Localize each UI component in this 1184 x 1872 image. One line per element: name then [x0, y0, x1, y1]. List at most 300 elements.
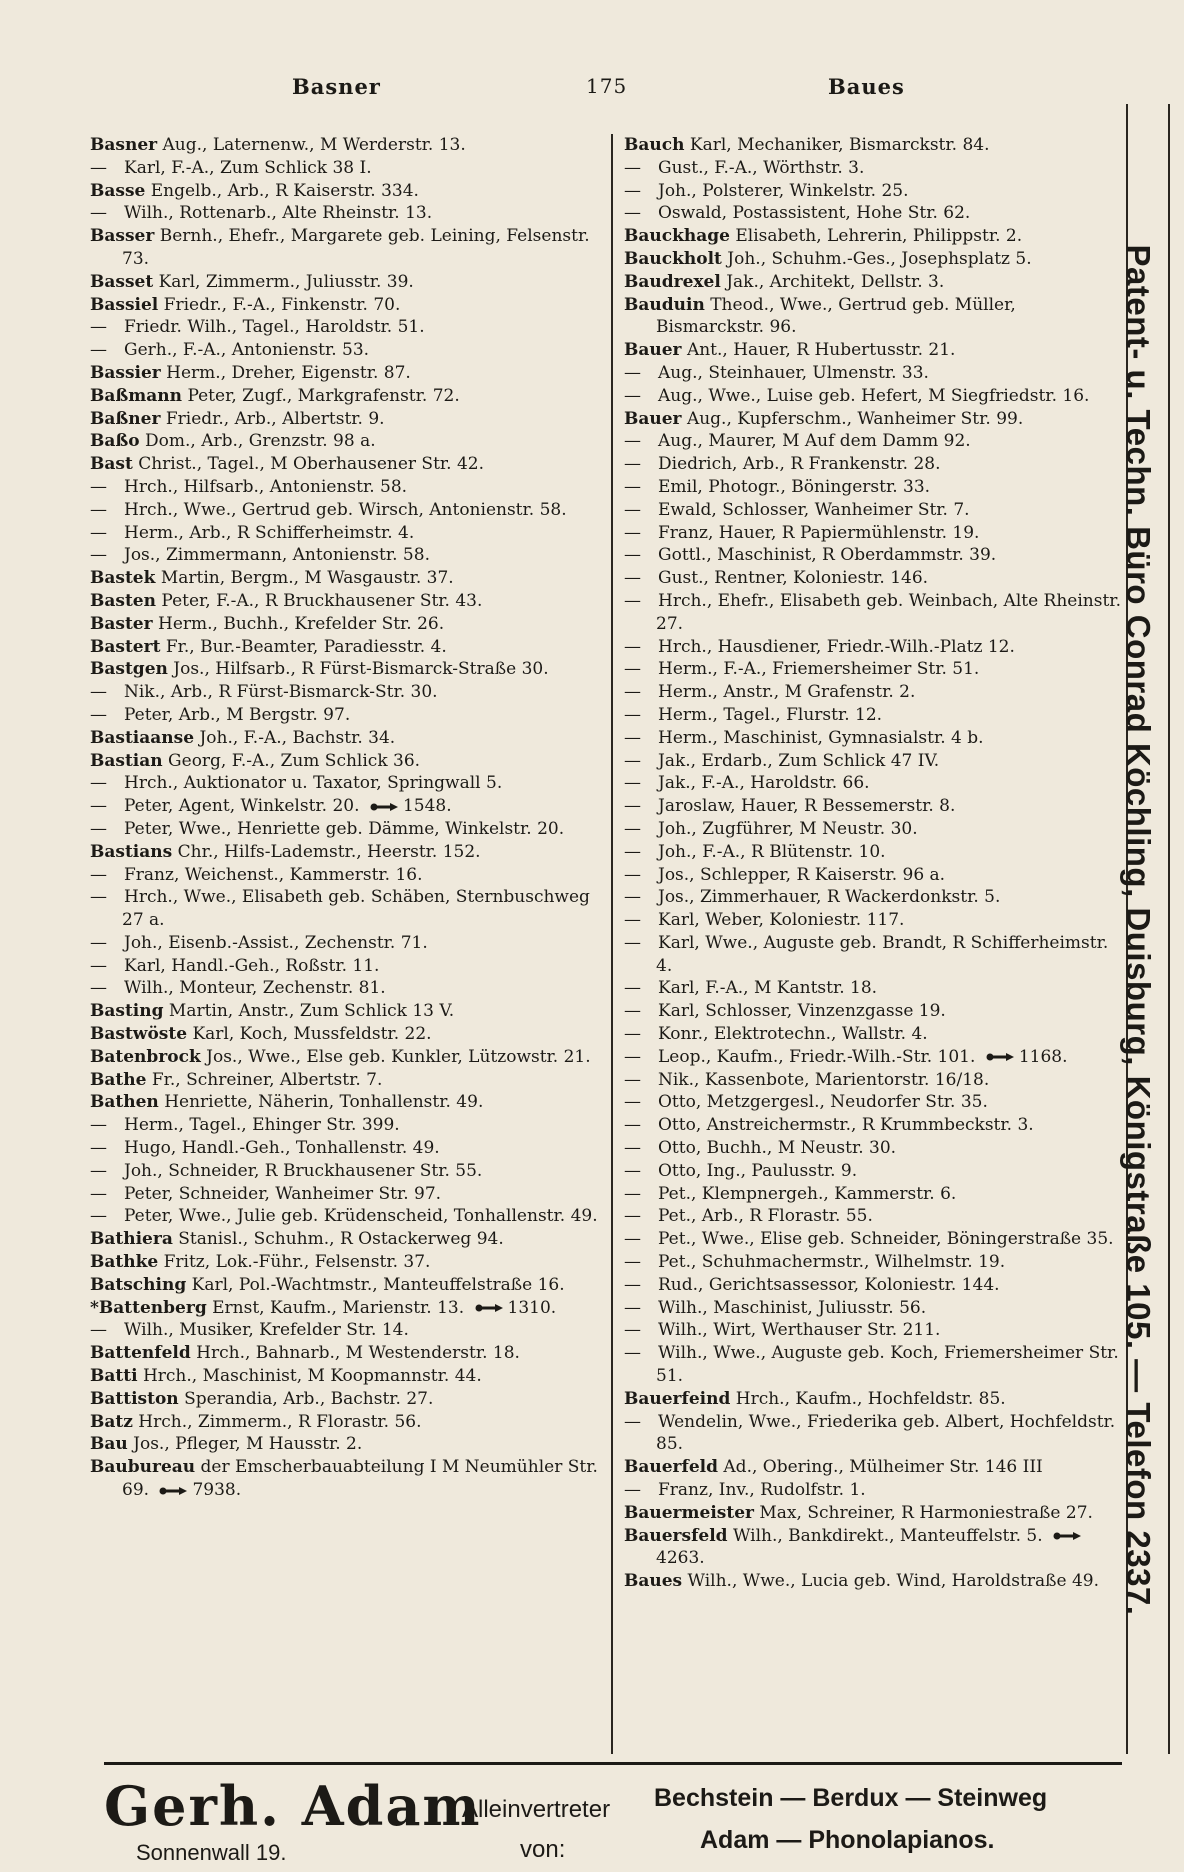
ditto-dash: — [90, 682, 107, 703]
telephone-icon [985, 1052, 1015, 1062]
directory-entry [90, 1433, 610, 1456]
ditto-dash: — [90, 704, 107, 725]
entry-details: Franz, Inv., Rudolfstr. 1. [658, 1480, 866, 1501]
directory-entry [90, 1091, 610, 1114]
ditto-dash: — [624, 180, 641, 201]
entry-details: Otto, Anstreichermstr., R Krummbeckstr. 3. [658, 1115, 1034, 1136]
ditto-dash: — [624, 362, 641, 383]
entry-surname: Bastgen [90, 659, 168, 680]
entry-details: Hrch., Bahnarb., M Westenderstr. 18. [196, 1343, 520, 1364]
directory-entry [624, 1160, 1124, 1183]
directory-entry [90, 202, 610, 225]
directory-entry [90, 1183, 610, 1206]
entry-phone-number: 1548. [402, 796, 452, 817]
ditto-dash: — [624, 203, 641, 224]
entry-details: Karl, Wwe., Auguste geb. Brandt, R Schifferheimstr. 4. [656, 932, 1109, 976]
entry-surname: Bassiel [90, 294, 159, 315]
directory-entry [624, 408, 1124, 431]
entry-phone-number: 1310. [507, 1297, 557, 1318]
entry-surname: Baues [624, 1571, 683, 1592]
entry-surname: Bassier [90, 362, 161, 383]
directory-entry [624, 362, 1124, 385]
ditto-dash: — [624, 1069, 641, 1090]
entry-details: Herm., Buchh., Krefelder Str. 26. [158, 613, 445, 634]
entry-details: Henriette, Näherin, Tonhallenstr. 49. [164, 1092, 484, 1113]
ditto-dash: — [90, 773, 107, 794]
entry-details: Aug., Steinhauer, Ulmenstr. 33. [658, 362, 929, 383]
entry-surname: Bastian [90, 750, 163, 771]
ditto-dash: — [90, 476, 107, 497]
directory-entry [624, 567, 1124, 590]
ditto-dash: — [90, 932, 107, 953]
entry-details: Joh., F.-A., R Blütenstr. 10. [658, 841, 886, 862]
entry-surname: Bathen [90, 1092, 159, 1113]
directory-entry [624, 134, 1124, 157]
directory-entry [90, 750, 610, 773]
entry-details: Aug., Laternenw., M Werderstr. 13. [162, 135, 466, 155]
footer-ad-von: von: [520, 1836, 566, 1863]
footer-ad-brands-line1: Bechstein — Berdux — Steinweg [654, 1784, 1048, 1812]
directory-entry [624, 750, 1124, 773]
ditto-dash: — [90, 203, 107, 224]
ditto-dash: — [90, 522, 107, 543]
directory-entry [90, 1023, 610, 1046]
entry-surname: Batti [90, 1366, 138, 1387]
entry-surname: Basser [90, 226, 155, 247]
ditto-dash: — [624, 818, 641, 839]
ditto-dash: — [624, 932, 641, 953]
entry-details: Oswald, Postassistent, Hohe Str. 62. [658, 203, 971, 224]
directory-entry [90, 385, 610, 408]
ditto-dash: — [624, 1343, 641, 1364]
directory-entry [624, 339, 1124, 362]
entry-details: Joh., Schuhm.-Ges., Josephsplatz 5. [727, 248, 1032, 269]
header-right-keyword: Baues [828, 74, 905, 99]
directory-entry [90, 955, 610, 978]
entry-details: Martin, Bergm., M Wasgaustr. 37. [160, 568, 454, 589]
footer-ad-brands-line2: Adam — Phonolapianos. [700, 1826, 995, 1854]
entry-details: Bernh., Ehefr., Margarete geb. Leining, Felsenstr. 73. [122, 226, 590, 269]
entry-surname: Basner [90, 135, 158, 155]
directory-entry [624, 225, 1124, 248]
entry-surname: Bauckhage [624, 226, 730, 247]
directory-entry [624, 294, 1124, 340]
entry-surname: *Battenberg [90, 1297, 207, 1318]
directory-entry [90, 522, 610, 545]
entry-surname: Baßner [90, 408, 161, 429]
directory-entry [624, 1069, 1124, 1092]
ditto-dash: — [90, 157, 107, 178]
ditto-dash: — [624, 841, 641, 862]
entry-details: Jos., Pfleger, M Hausstr. 2. [133, 1434, 363, 1455]
ditto-dash: — [624, 773, 641, 794]
entry-details: Emil, Photogr., Böningerstr. 33. [658, 476, 931, 497]
ditto-dash: — [90, 887, 107, 908]
ditto-dash: — [624, 499, 641, 520]
directory-entry [90, 1046, 610, 1069]
ditto-dash: — [624, 1229, 641, 1250]
directory-entry [624, 841, 1124, 864]
entry-details: Peter, Schneider, Wanheimer Str. 97. [124, 1183, 442, 1204]
entry-details: Christ., Tagel., M Oberhausener Str. 42. [138, 454, 485, 475]
entry-details: Joh., Polsterer, Winkelstr. 25. [658, 180, 909, 201]
entry-details: Herm., Tagel., Ehinger Str. 399. [124, 1115, 400, 1136]
entry-surname: Bauer [624, 340, 682, 361]
telephone-icon [474, 1303, 504, 1313]
entry-details: Elisabeth, Lehrerin, Philippstr. 2. [735, 226, 1023, 247]
directory-entry [90, 1228, 610, 1251]
entry-details: Jak., Erdarb., Zum Schlick 47 IV. [658, 750, 940, 771]
ditto-dash: — [624, 385, 641, 406]
entry-details: Herm., Anstr., M Grafenstr. 2. [658, 682, 916, 703]
side-advertisement [1118, 220, 1158, 1640]
directory-entry [624, 1570, 1124, 1593]
entry-details: Nik., Kassenbote, Marientorstr. 16/18. [658, 1069, 990, 1090]
entry-details: Stanisl., Schuhm., R Ostackerweg 94. [178, 1229, 504, 1250]
directory-entry [624, 977, 1124, 1000]
ditto-dash: — [624, 1115, 641, 1136]
entry-surname: Bastert [90, 636, 161, 657]
entry-details: Karl, Pol.-Wachtmstr., Manteuffelstraße 16. [191, 1274, 565, 1295]
directory-entry [90, 430, 610, 453]
entry-details: Hrch., Ehefr., Elisabeth geb. Weinbach, Alte Rheinstr. 27. [656, 590, 1121, 634]
ditto-dash: — [90, 1320, 107, 1341]
ditto-dash: — [624, 476, 641, 497]
entry-surname: Baßo [90, 431, 140, 452]
ditto-dash: — [90, 1160, 107, 1181]
telephone-icon [1052, 1531, 1082, 1541]
entry-surname: Bast [90, 454, 133, 475]
entry-details: Gottl., Maschinist, R Oberdammstr. 39. [658, 545, 997, 566]
directory-entry [90, 476, 610, 499]
page-number: 175 [586, 74, 628, 98]
ditto-dash: — [624, 682, 641, 703]
directory-entry [624, 248, 1124, 271]
entry-details: Peter, Agent, Winkelstr. 20. [124, 796, 360, 817]
entry-details: Hrch., Wwe., Gertrud geb. Wirsch, Antonienstr. 58. [124, 499, 567, 520]
ditto-dash: — [624, 1160, 641, 1181]
entry-surname: Basten [90, 590, 156, 611]
directory-entry [624, 271, 1124, 294]
right-column [624, 134, 1124, 1593]
entry-details: Hrch., Auktionator u. Taxator, Springwall 5. [124, 773, 503, 794]
entry-details: Ewald, Schlosser, Wanheimer Str. 7. [658, 499, 970, 520]
entry-details: Karl, F.-A., Zum Schlick 38 I. [124, 157, 372, 178]
directory-entry [90, 316, 610, 339]
entry-details: Jos., Hilfsarb., R Fürst-Bismarck-Straße 30. [173, 659, 549, 680]
directory-entry [90, 567, 610, 590]
directory-entry [624, 1502, 1124, 1525]
entry-details: Peter, Wwe., Henriette geb. Dämme, Winkelstr. 20. [124, 818, 565, 839]
directory-entry [624, 886, 1124, 909]
entry-details: Wilh., Musiker, Krefelder Str. 14. [124, 1320, 409, 1341]
entry-details: Karl, Mechaniker, Bismarckstr. 84. [689, 135, 990, 155]
directory-entry [90, 544, 610, 567]
directory-entry [90, 727, 610, 750]
entry-details: Jak., Architekt, Dellstr. 3. [726, 271, 945, 292]
entry-surname: Baudrexel [624, 271, 721, 292]
entry-surname: Bauermeister [624, 1502, 754, 1523]
entry-phone-number: 7938. [192, 1480, 242, 1501]
directory-entry [90, 180, 610, 203]
entry-details: Hrch., Hausdiener, Friedr.-Wilh.-Platz 12. [658, 636, 1015, 657]
entry-details: Max, Schreiner, R Harmoniestraße 27. [759, 1502, 1093, 1523]
ditto-dash: — [624, 568, 641, 589]
directory-entry [90, 1365, 610, 1388]
entry-details: Gust., Rentner, Koloniestr. 146. [658, 568, 929, 589]
ditto-dash: — [90, 1206, 107, 1227]
entry-details: Theod., Wwe., Gertrud geb. Müller, Bismarckstr. 96. [656, 294, 1016, 338]
directory-entry [624, 704, 1124, 727]
directory-entry [90, 499, 610, 522]
entry-details: Herm., Arb., R Schifferheimstr. 4. [124, 522, 415, 543]
directory-entry [624, 932, 1124, 978]
directory-entry [624, 180, 1124, 203]
entry-details: Peter, Wwe., Julie geb. Krüdenscheid, Tonhallenstr. 49. [124, 1206, 598, 1227]
entry-details: Leop., Kaufm., Friedr.-Wilh.-Str. 101. [658, 1046, 976, 1067]
directory-entry [90, 134, 610, 157]
entry-surname: Battenfeld [90, 1343, 191, 1364]
entry-details: Peter, Arb., M Bergstr. 97. [124, 704, 351, 725]
entry-surname: Batz [90, 1411, 133, 1432]
entry-details: Jos., Zimmerhauer, R Wackerdonkstr. 5. [658, 887, 1001, 908]
entry-details: Wilh., Monteur, Zechenstr. 81. [124, 978, 386, 999]
directory-entry [624, 681, 1124, 704]
entry-surname: Batenbrock [90, 1046, 201, 1067]
ditto-dash: — [624, 1252, 641, 1273]
directory-entry [624, 1023, 1124, 1046]
entry-details: Pet., Arb., R Florastr. 55. [658, 1206, 873, 1227]
directory-entry [90, 841, 610, 864]
entry-details: Engelb., Arb., R Kaiserstr. 334. [150, 180, 419, 201]
entry-details: Wilh., Bankdirekt., Manteuffelstr. 5. [732, 1525, 1043, 1546]
entry-details: Joh., Zugführer, M Neustr. 30. [658, 818, 918, 839]
entry-details: Pet., Klempnergeh., Kammerstr. 6. [658, 1183, 957, 1204]
directory-entry [624, 1479, 1124, 1502]
ditto-dash: — [624, 454, 641, 475]
entry-details: Dom., Arb., Grenzstr. 98 a. [145, 431, 376, 452]
entry-details: Ant., Hauer, R Hubertusstr. 21. [686, 340, 956, 361]
directory-entry [90, 795, 610, 818]
ditto-dash: — [90, 499, 107, 520]
entry-details: Ad., Obering., Mülheimer Str. 146 III [723, 1457, 1043, 1478]
entry-details: Friedr., F.-A., Finkenstr. 70. [163, 294, 401, 315]
directory-entry [90, 1319, 610, 1342]
entry-surname: Bastians [90, 841, 173, 862]
ditto-dash: — [624, 887, 641, 908]
ditto-dash: — [624, 1297, 641, 1318]
directory-entry [624, 818, 1124, 841]
entry-details: Otto, Ing., Paulusstr. 9. [658, 1160, 858, 1181]
ditto-dash: — [90, 1183, 107, 1204]
directory-entry [90, 1000, 610, 1023]
ditto-dash: — [624, 522, 641, 543]
directory-entry [624, 1228, 1124, 1251]
ditto-dash: — [624, 910, 641, 931]
directory-entry [90, 1069, 610, 1092]
entry-details: Fritz, Lok.-Führ., Felsenstr. 37. [163, 1252, 431, 1273]
ditto-dash: — [624, 1480, 641, 1501]
entry-details: Karl, Handl.-Geh., Roßstr. 11. [124, 955, 380, 976]
directory-entry [90, 225, 610, 271]
directory-entry [90, 658, 610, 681]
directory-entry [90, 1114, 610, 1137]
entry-details: Aug., Wwe., Luise geb. Hefert, M Siegfriedstr. 16. [658, 385, 1090, 406]
directory-entry [624, 1342, 1124, 1388]
directory-entry [624, 864, 1124, 887]
ditto-dash: — [624, 157, 641, 178]
entry-details: Nik., Arb., R Fürst-Bismarck-Str. 30. [124, 682, 438, 703]
directory-entry [90, 1251, 610, 1274]
ditto-dash: — [624, 1274, 641, 1295]
footer-ad-name: Gerh. Adam [104, 1774, 482, 1838]
entry-surname: Bastiaanse [90, 727, 195, 748]
side-advertisement-text: Patent- u. Techn. Büro Conrad Köchling, Duisburg, Königstraße 105. — Telefon 2337. [1120, 244, 1157, 1616]
directory-entry [624, 1297, 1124, 1320]
directory-entry [624, 499, 1124, 522]
entry-details: Franz, Hauer, R Papiermühlenstr. 19. [658, 522, 980, 543]
entry-details: der Emscherbauabteilung I M Neumühler Str. 69. [122, 1457, 598, 1501]
entry-details: Jak., F.-A., Haroldstr. 66. [658, 773, 870, 794]
directory-entry [90, 613, 610, 636]
ditto-dash: — [624, 1183, 641, 1204]
entry-surname: Batsching [90, 1274, 187, 1295]
entry-surname: Bauersfeld [624, 1525, 728, 1546]
entry-details: Wilh., Wirt, Werthauser Str. 211. [658, 1320, 941, 1341]
directory-entry [624, 1456, 1124, 1479]
footer-ad-agent-label: Alleinvertreter [462, 1796, 611, 1823]
entry-details: Herm., F.-A., Friemersheimer Str. 51. [658, 659, 980, 680]
entry-details: Hrch., Kaufm., Hochfeldstr. 85. [735, 1388, 1006, 1409]
footer-rule [104, 1762, 1122, 1765]
entry-details: Otto, Buchh., M Neustr. 30. [658, 1138, 897, 1159]
directory-entry [90, 157, 610, 180]
entry-details: Karl, Weber, Koloniestr. 117. [658, 910, 905, 931]
entry-surname: Bauerfeld [624, 1457, 718, 1478]
directory-entry [90, 886, 610, 932]
ditto-dash: — [624, 1411, 641, 1432]
directory-entry [624, 476, 1124, 499]
directory-entry [624, 636, 1124, 659]
directory-entry [90, 772, 610, 795]
ditto-dash: — [624, 659, 641, 680]
ditto-dash: — [624, 1092, 641, 1113]
entry-details: Fr., Schreiner, Albertstr. 7. [151, 1069, 383, 1090]
entry-surname: Bauduin [624, 294, 705, 315]
telephone-icon [369, 802, 399, 812]
entry-details: Diedrich, Arb., R Frankenstr. 28. [658, 454, 941, 475]
ditto-dash: — [624, 636, 641, 657]
directory-entry [624, 1114, 1124, 1137]
directory-entry [624, 658, 1124, 681]
entry-details: Aug., Maurer, M Auf dem Damm 92. [658, 431, 971, 452]
entry-details: Hrch., Maschinist, M Koopmannstr. 44. [142, 1366, 482, 1387]
entry-details: Rud., Gerichtsassessor, Koloniestr. 144. [658, 1274, 1000, 1295]
entry-details: Chr., Hilfs-Lademstr., Heerstr. 152. [177, 841, 481, 862]
entry-details: Fr., Bur.-Beamter, Paradiesstr. 4. [165, 636, 447, 657]
directory-entry [624, 544, 1124, 567]
directory-entry [90, 681, 610, 704]
side-ad-rule-right [1168, 104, 1170, 1754]
entry-details: Hrch., Hilfsarb., Antonienstr. 58. [124, 476, 408, 497]
directory-entry [624, 157, 1124, 180]
entry-surname: Bathke [90, 1252, 159, 1273]
column-divider [611, 134, 613, 1754]
entry-details: Joh., Eisenb.-Assist., Zechenstr. 71. [124, 932, 428, 953]
ditto-dash: — [624, 864, 641, 885]
directory-entry [90, 1388, 610, 1411]
directory-entry [624, 1183, 1124, 1206]
directory-entry [624, 1525, 1124, 1571]
entry-details: Jos., Wwe., Else geb. Kunkler, Lützowstr. 21. [206, 1046, 591, 1067]
entry-surname: Bauch [624, 135, 685, 155]
entry-details: Karl, Schlosser, Vinzenzgasse 19. [658, 1001, 946, 1022]
entry-details: Wilh., Wwe., Auguste geb. Koch, Friemersheimer Str. 51. [656, 1343, 1119, 1387]
ditto-dash: — [90, 864, 107, 885]
ditto-dash: — [624, 1138, 641, 1159]
directory-entry [90, 636, 610, 659]
left-column [90, 134, 610, 1502]
directory-entry [624, 1319, 1124, 1342]
entry-details: Peter, Zugf., Markgrafenstr. 72. [187, 385, 460, 406]
entry-details: Hugo, Handl.-Geh., Tonhallenstr. 49. [124, 1138, 440, 1159]
directory-entry [90, 590, 610, 613]
entry-details: Konr., Elektrotechn., Wallstr. 4. [658, 1024, 928, 1045]
ditto-dash: — [90, 545, 107, 566]
entry-details: Herm., Dreher, Eigenstr. 87. [166, 362, 411, 383]
directory-entry [90, 932, 610, 955]
entry-details: Joh., Schneider, R Bruckhausener Str. 55. [124, 1160, 483, 1181]
entry-surname: Bauckholt [624, 248, 722, 269]
ditto-dash: — [624, 1001, 641, 1022]
entry-surname: Bauerfeind [624, 1388, 731, 1409]
directory-entry [624, 522, 1124, 545]
entry-details: Martin, Anstr., Zum Schlick 13 V. [168, 1001, 455, 1022]
ditto-dash: — [624, 1206, 641, 1227]
ditto-dash: — [90, 1115, 107, 1136]
directory-entry [624, 1000, 1124, 1023]
directory-entry [90, 1274, 610, 1297]
entry-details: Jaroslaw, Hauer, R Bessemerstr. 8. [658, 796, 956, 817]
entry-surname: Baubureau [90, 1457, 196, 1478]
ditto-dash: — [624, 431, 641, 452]
entry-details: Wilh., Rottenarb., Alte Rheinstr. 13. [124, 203, 433, 224]
entry-details: Aug., Kupferschm., Wanheimer Str. 99. [686, 408, 1024, 429]
entry-details: Otto, Metzgergesl., Neudorfer Str. 35. [658, 1092, 988, 1113]
directory-entry [90, 1137, 610, 1160]
entry-surname: Bathiera [90, 1229, 173, 1250]
ditto-dash: — [624, 1320, 641, 1341]
entry-surname: Basse [90, 180, 146, 201]
entry-surname: Bau [90, 1434, 128, 1455]
entry-details: Friedr. Wilh., Tagel., Haroldstr. 51. [124, 317, 425, 338]
directory-entry [624, 1251, 1124, 1274]
entry-surname: Bastek [90, 568, 156, 589]
directory-entry [624, 430, 1124, 453]
directory-entry [90, 271, 610, 294]
directory-entry [90, 1342, 610, 1365]
telephone-icon [158, 1486, 188, 1496]
entry-details: Georg, F.-A., Zum Schlick 36. [168, 750, 421, 771]
entry-details: Peter, F.-A., R Bruckhausener Str. 43. [161, 590, 483, 611]
entry-details: Wilh., Maschinist, Juliusstr. 56. [658, 1297, 927, 1318]
ditto-dash: — [90, 978, 107, 999]
directory-entry [624, 1388, 1124, 1411]
ditto-dash: — [90, 818, 107, 839]
directory-entry [90, 339, 610, 362]
entry-details: Pet., Wwe., Elise geb. Schneider, Böningerstraße 35. [658, 1229, 1114, 1250]
ditto-dash: — [624, 590, 641, 611]
